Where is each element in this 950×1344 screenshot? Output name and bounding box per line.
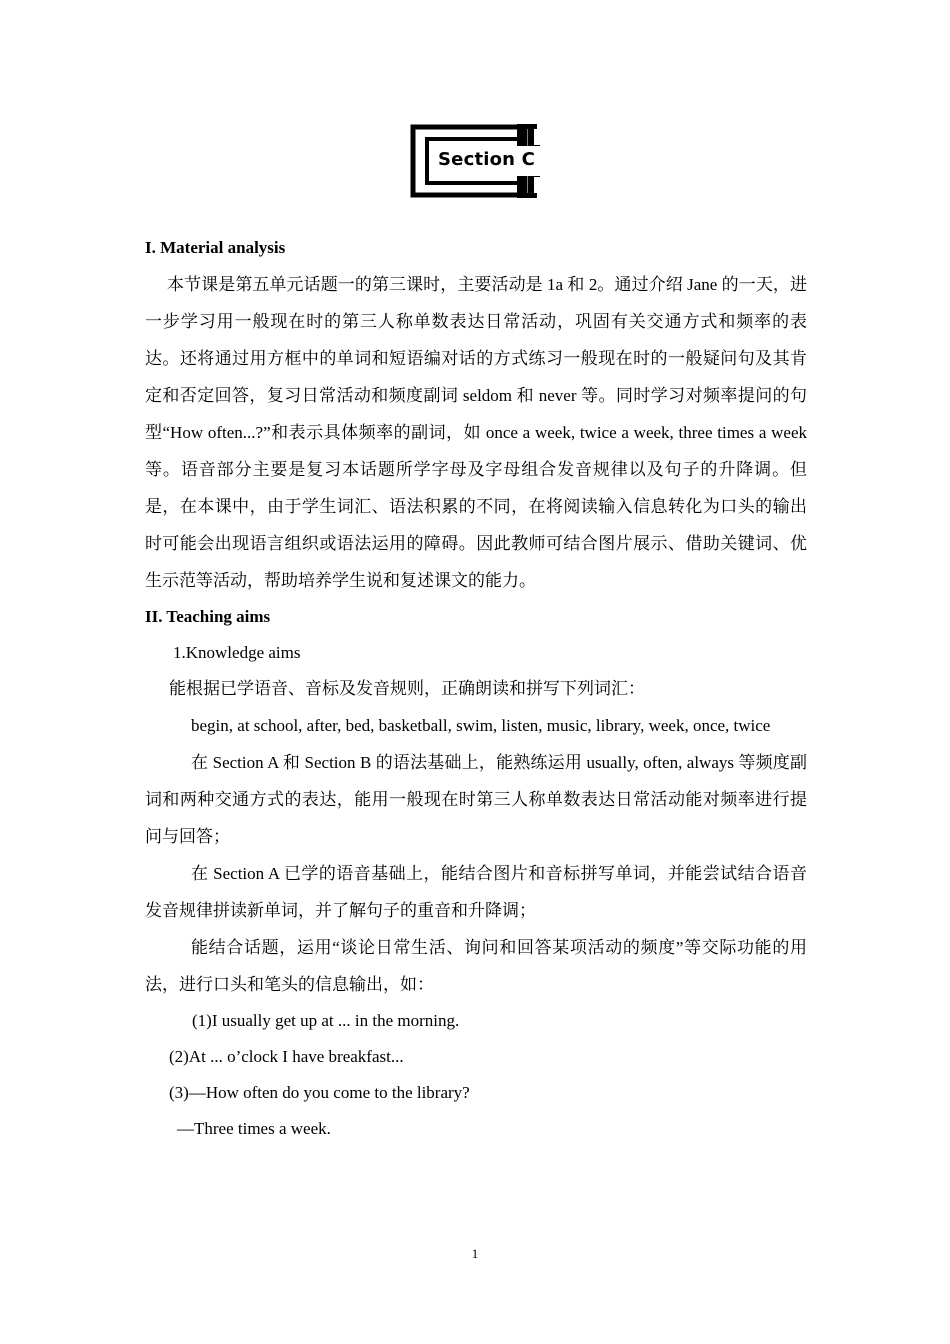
knowledge-aims-subheading: 1.Knowledge aims — [173, 643, 301, 662]
grammar-aim-paragraph: 在 Section A 和 Section B 的语法基础上，能熟练运用 usually, often, always 等频度副词和两种交通方式的表达，能用一般现在时第三人称单数表达日常活动能对频率进行提问与回答； — [145, 753, 807, 846]
example-sentence: (1)I usually get up at ... in the morning. — [192, 1011, 460, 1030]
material-analysis-heading: I. Material analysis — [145, 238, 286, 257]
example-sentence: —Three times a week. — [177, 1119, 331, 1138]
page-number: 1 — [471, 1246, 479, 1261]
section-banner-label: Section C — [438, 149, 536, 170]
material-analysis-paragraph: 本节课是第五单元话题一的第三课时，主要活动是 1a 和 2。通过介绍 Jane 的一天，进一步学习用一般现在时的第三人称单数表达日常活动，巩固有关交通方式和频率的表达。还将通过用方框中的单词和短语编对话的方式练习一般现在时的一般疑问句及其肯定和否定回答，复习日常活动和频度副词 seldom 和 never 等。同时学习对频率提问的句型“How often...?”和表示具体频率的副词，如 once a week, twice a week, three times a week 等。语音部分主要是复习本话题所学字母及字母组合发音规律以及句子的升降调。但是，在本课中，由于学生词汇、语法积累的不同，在将阅读输入信息转化为口头的输出时可能会出现语言组织或语法运用的障碍。因此教师可结合图片展示、借助关键词、优生示范等活动，帮助培养学生说和复述课文的能力。 — [145, 275, 807, 590]
example-sentence: (3)—How often do you come to the library? — [169, 1083, 470, 1102]
function-aim-paragraph: 能结合话题，运用“谈论日常生活、询问和回答某项活动的频度”等交际功能的用法，进行口头和笔头的信息输出，如： — [145, 938, 807, 994]
document-body — [145, 230, 807, 1147]
teaching-aims-heading: II. Teaching aims — [145, 607, 271, 626]
phonics-aim-paragraph: 在 Section A 已学的语音基础上，能结合图片和音标拼写单词，并能尝试结合语音发音规律拼读新单词，并了解句子的重音和升降调； — [145, 864, 807, 920]
vocab-intro: 能根据已学语音、音标及发音规则，正确朗读和拼写下列词汇： — [169, 679, 645, 698]
vocab-list: begin, at school, after, bed, basketball, swim, listen, music, library, week, once, twice — [191, 716, 771, 735]
section-banner — [410, 124, 546, 198]
example-sentence: (2)At ... o’clock I have breakfast... — [169, 1047, 404, 1066]
